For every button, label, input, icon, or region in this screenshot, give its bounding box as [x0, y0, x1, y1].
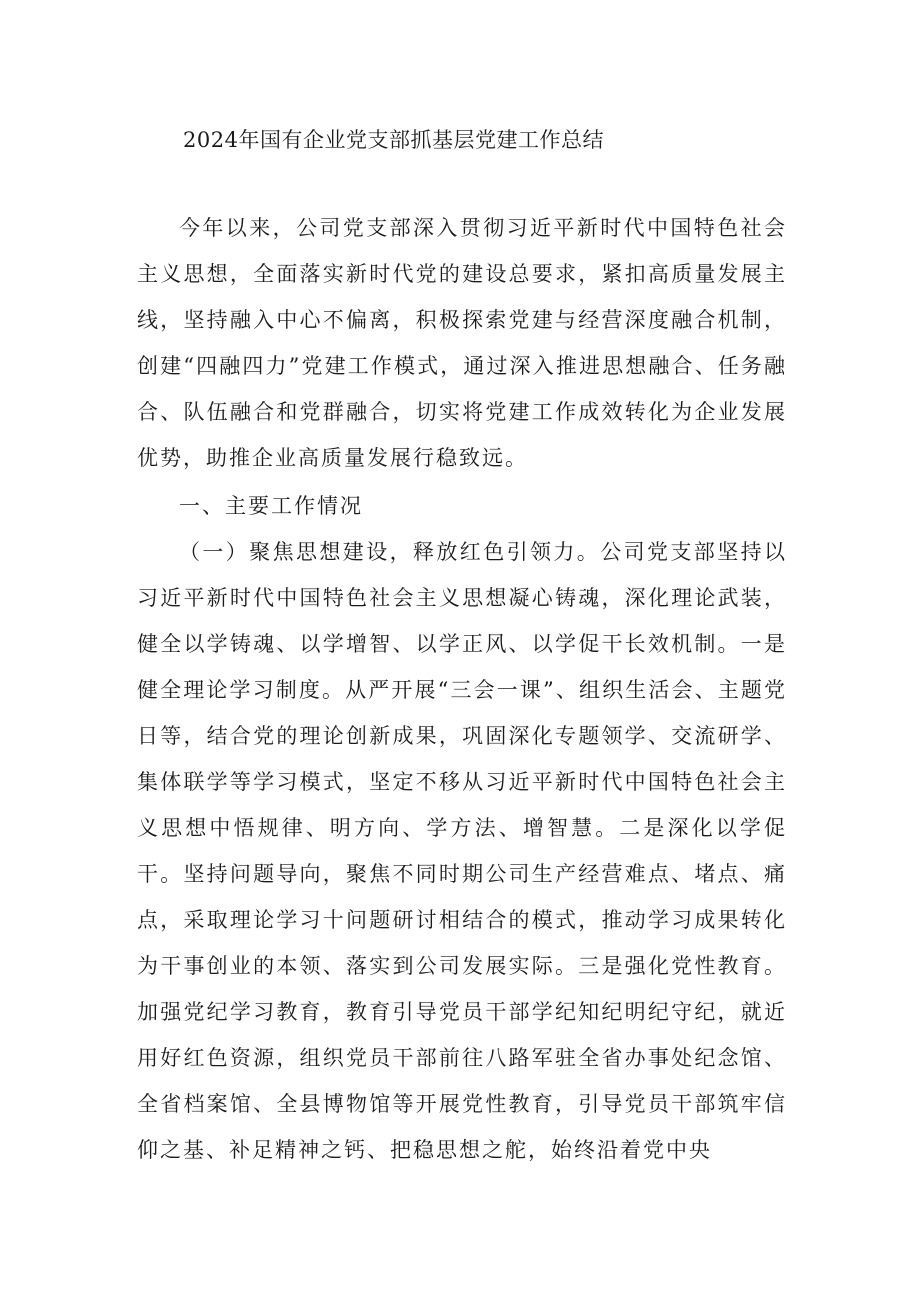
- section-heading-main-work: 一、主要工作情况: [179, 494, 363, 518]
- document-body: [137, 205, 787, 1173]
- subsection-paragraph-ideology: （一）聚焦思想建设，释放红色引领力。公司党支部坚持以习近平新时代中国特色社会主义思想凝心铸魂，深化理论武装，健全以学铸魂、以学增智、以学正风、以学促干长效机制。一是健全理论学习制度。从严开展“三会一课”、组织生活会、主题党日等，结合党的理论创新成果，巩固深化专题领学、交流研学、集体联学等学习模式，坚定不移从习近平新时代中国特色社会主义思想中悟规律、明方向、学方法、增智慧。二是深化以学促干。坚持问题导向，聚焦不同时期公司生产经营难点、堵点、痛点，采取理论学习十问题研讨相结合的模式，推动学习成果转化为干事创业的本领、落实到公司发展实际。三是强化党性教育。加强党纪学习教育，教育引导党员干部学纪知纪明纪守纪，就近用好红色资源，组织党员干部前往八路军驻全省办事处纪念馆、全省档案馆、全县博物馆等开展党性教育，引导党员干部筑牢信仰之基、补足精神之钙、把稳思想之舵，始终沿着党中央: [137, 540, 787, 1162]
- document-title: 2024年国有企业党支部抓基层党建工作总结: [183, 128, 604, 152]
- intro-paragraph: 今年以来，公司党支部深入贯彻习近平新时代中国特色社会主义思想，全面落实新时代党的建设总要求，紧扣高质量发展主线，坚持融入中心不偏离，积极探索党建与经营深度融合机制，创建“四融四力”党建工作模式，通过深入推进思想融合、任务融合、队伍融合和党群融合，切实将党建工作成效转化为企业发展优势，助推企业高质量发展行稳致远。: [137, 216, 787, 470]
